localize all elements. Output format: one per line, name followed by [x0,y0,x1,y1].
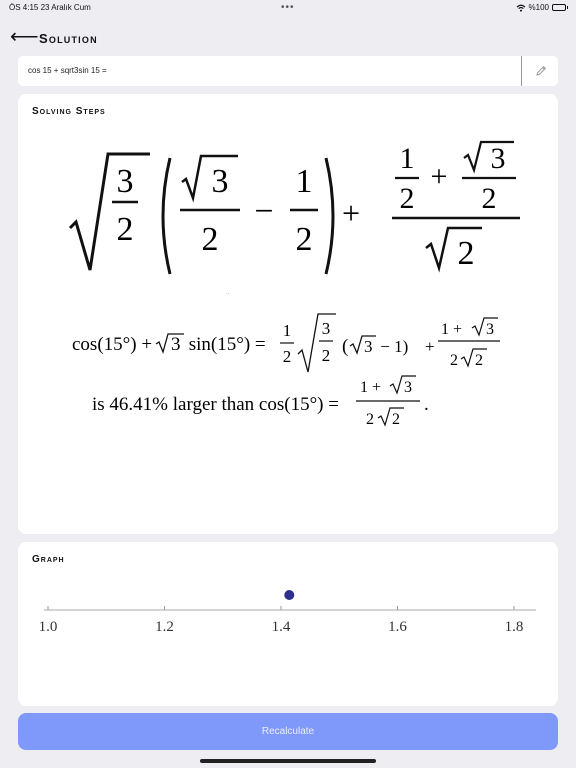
expr-frac-denom-rad: 2 [457,235,475,272]
line1-rad-num: 3 [321,319,331,338]
input-divider [521,56,522,86]
battery-icon [552,4,566,11]
small-dots: .. [226,290,230,296]
pencil-icon [534,64,548,78]
tick-label: 1.4 [271,619,291,635]
svg-text:cos(15°) + [72,334,152,355]
line2-frac-num-rad: 3 [404,379,412,396]
expression-text: cos 15 + sqrt3sin 15 = [28,66,107,75]
step-equation-1 [68,310,528,380]
data-point [284,590,294,600]
step-equation-2 [68,374,488,438]
expr-one: 1 [295,163,313,200]
expr-sqrt32-num: 3 [116,163,134,200]
expr-frac-den2: 2 [481,182,497,215]
recalculate-button[interactable]: Recalculate [18,713,558,750]
solving-steps-title: Solving Steps [32,106,106,117]
tick-label: 1.8 [504,619,524,635]
status-bar [0,0,576,16]
battery-percent: %100 [528,3,549,12]
graph-card [18,542,558,706]
expr-frac-num2-rad: 3 [490,142,506,175]
expr-minus: − [254,193,274,230]
home-indicator[interactable] [200,759,376,763]
tick-label: 1.6 [388,619,407,635]
tick-label: 1.2 [155,619,174,635]
line1-lhs-sin: sin(15°) = [184,334,271,355]
line2-frac-den-rad: 2 [392,411,400,428]
edit-button[interactable] [523,56,558,86]
svg-text:1 + [360,379,385,396]
expr-frac-plus: + [430,160,448,193]
svg-text:1 + [441,321,466,338]
line2-period: . [424,394,429,415]
line2-frac-den: 2 [366,411,378,428]
tick-label: 1.0 [38,619,58,635]
solving-steps-card [18,94,558,534]
line2-text: is 46.41% larger than cos(15°) = [92,394,344,415]
navigation-bar [0,26,576,50]
status-right [516,3,566,12]
status-time-date: ÖS 4:15 23 Aralık Cum [9,3,91,12]
line1-frac-den: 2 [450,352,458,369]
expression-field[interactable] [18,56,558,86]
line1-half-den: 2 [282,347,292,366]
line2-frac-num: 1 + [360,379,386,396]
page-title: Solution [39,31,98,46]
line1-paren-rad: 3 [364,337,373,356]
expr-frac-num1: 1 [399,142,415,175]
line1-plus: + [425,337,435,356]
svg-text:2 [366,411,378,428]
graph-title: Graph [32,554,65,565]
expr-two: 2 [295,221,313,258]
expr-frac-den1: 2 [399,182,415,215]
line1-paren-tail: − 1) [376,337,409,356]
wifi-icon [516,4,526,12]
line1-half-num: 1 [282,321,292,340]
line1-lhs-rad: 3 [171,334,181,355]
main-expression [68,140,528,320]
multitasking-dots[interactable]: ••• [281,2,295,13]
expr-sqrt3: 3 [211,163,229,200]
expr-sqrt32-den: 2 [116,211,134,248]
line1-frac-num-rad: 3 [486,321,494,338]
number-line-graph [18,542,558,706]
line1-rad-den: 2 [321,346,331,365]
expr-den-2: 2 [201,221,219,258]
expr-plus: + [341,195,361,231]
line1-lhs: cos(15°) + [72,334,153,355]
svg-text:(: ( [342,336,349,357]
back-arrow-icon[interactable]: ⟵ [10,26,39,48]
line1-frac-den-rad: 2 [475,352,483,369]
line1-frac-num: 1 + [441,321,467,338]
